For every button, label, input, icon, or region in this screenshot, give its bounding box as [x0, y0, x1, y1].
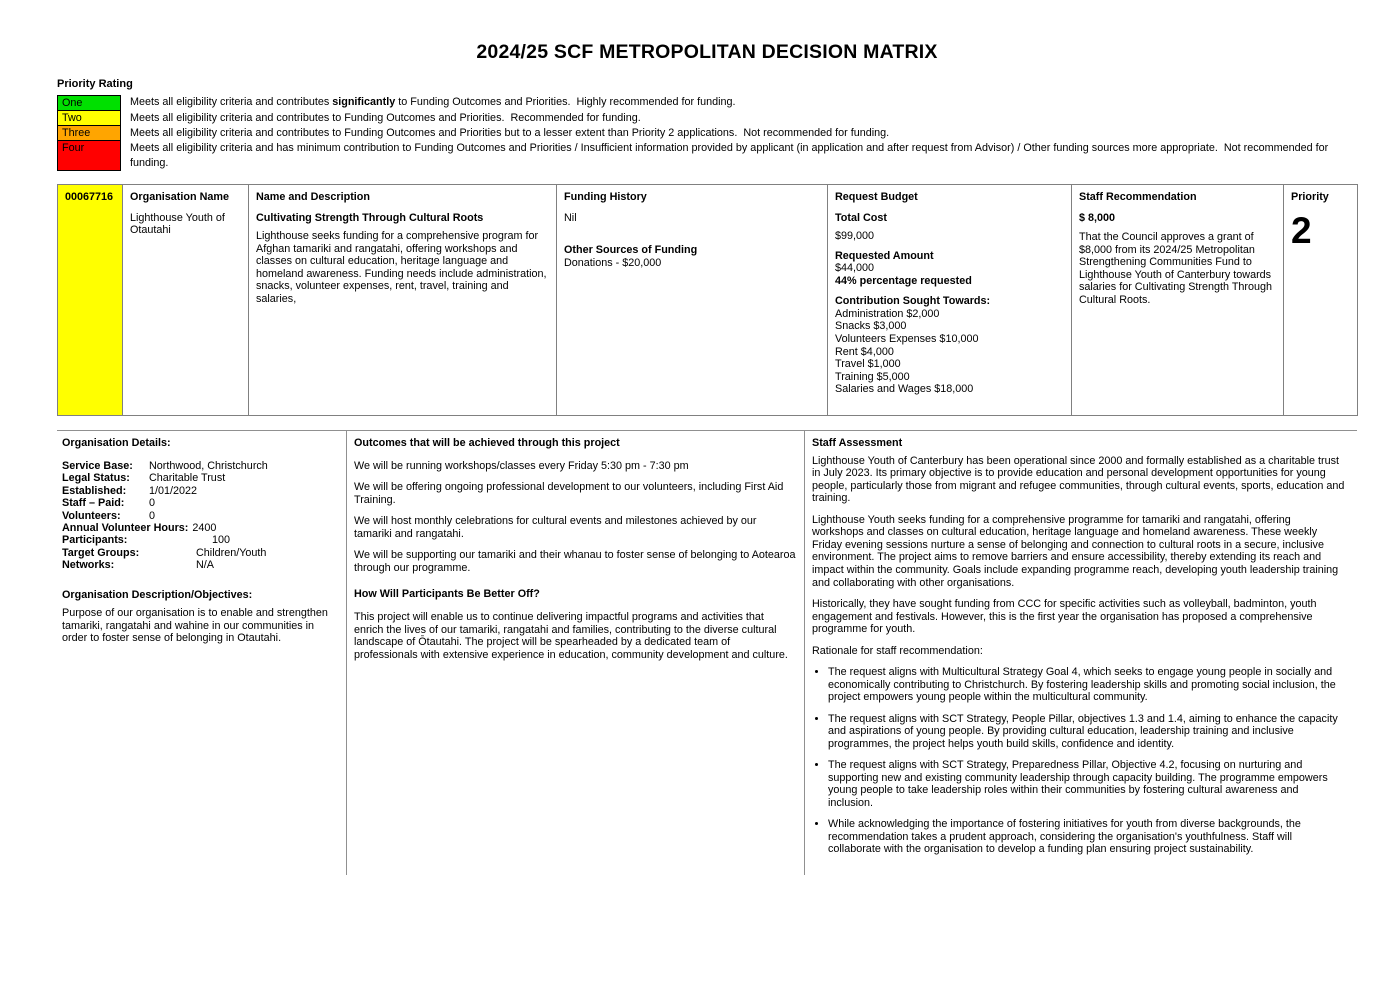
funding-history-cell	[557, 185, 828, 416]
requested-amount-label: Requested Amount	[835, 249, 934, 262]
rationale-bullet-list	[812, 666, 1345, 856]
recommended-amount: $ 8,000	[1079, 211, 1116, 224]
better-off-heading: How Will Participants Be Better Off?	[354, 588, 540, 601]
rationale-bullet: • The request aligns with Multicultural Strategy Goal 4, which seeks to engage young people in socially and economically contributing to Christchurch. By fostering leadership skills and promoting social inclusion, the project empowers young people within the multicultural community.	[828, 666, 1345, 704]
organisation-name-cell	[123, 185, 249, 416]
detail-row: Participants: 100	[62, 534, 231, 547]
priority-rating-row-four	[57, 141, 1352, 171]
percentage-requested: 44% percentage requested	[835, 274, 972, 287]
detail-row: Legal Status: Charitable Trust	[62, 472, 226, 485]
application-id-cell	[58, 185, 123, 416]
contribution-item: Volunteers Expenses $10,000	[835, 333, 979, 345]
funding-history-header: Funding History	[564, 191, 647, 204]
assessment-paragraph: Historically, they have sought funding from CCC for specific activities such as volleyball, badminton, youth engagement and festivals. However, this is the first year the organisation has proposed a comprehensive programme for youth.	[812, 598, 1317, 636]
contribution-item: Administration $2,000	[835, 307, 940, 320]
contribution-item: Travel $1,000	[835, 358, 901, 371]
application-table	[57, 184, 1358, 416]
outcome-item: We will be running workshops/classes every Friday 5:30 pm - 7:30 pm	[354, 459, 689, 472]
other-sources-value: Donations - $20,000	[564, 256, 662, 269]
priority-header: Priority	[1291, 191, 1329, 204]
request-budget-header: Request Budget	[835, 191, 918, 204]
contribution-item: Training $5,000	[835, 370, 910, 383]
application-row	[58, 185, 1358, 416]
detail-row: Established: 1/01/2022	[62, 484, 198, 497]
priority-rating-row-one	[57, 95, 1352, 111]
staff-assessment-column	[805, 431, 1357, 874]
rationale-bullet: • The request aligns with SCT Strategy, People Pillar, objectives 1.3 and 1.4, aiming to enhance the capacity and aspirations of young people. By providing cultural education, leadership training and inclusive programmes, the project helps youth build skills, confidence and identity.	[828, 713, 1345, 751]
details-section	[57, 430, 1357, 874]
rationale-bullet: • While acknowledging the importance of fostering initiatives for youth from diverse backgrounds, the recommendation takes a prudent approach, considering the organisation's youthfulness. Staff will collaborate with the organisation to develop a funding plan ensuring project sustainability.	[828, 818, 1345, 856]
staff-assessment-heading: Staff Assessment	[812, 437, 903, 450]
rationale-bullet: • The request aligns with SCT Strategy, Preparedness Pillar, Objective 4.2, focusing on nurturing and supporting new and existing community leadership through capacity building. The programme empowers young people to take leadership roles within their communities by fostering cultural awareness and inclusion.	[828, 759, 1345, 809]
detail-row: Target Groups: Children/Youth	[62, 546, 267, 559]
organisation-name: Lighthouse Youth of Otautahi	[130, 211, 225, 237]
detail-row: Annual Volunteer Hours: 2400	[62, 521, 217, 534]
project-description: Lighthouse seeks funding for a comprehensive program for Afghan tamariki and rangatahi, offering workshops and classes on cultural education, heritage language and homeland awareness. Funding needs include administration, snacks, volunteer expenses, rent, travel, training and salaries,	[256, 230, 547, 305]
better-off-text: This project will enable us to continue delivering impactful programs and activities that enrich the lives of our tamariki, rangatahi and families, contributing to the diverse cultural landscape of Ōtautahi. The project will be spearheaded by a dedicated team of professionals with extensive experience in education, community development and culture.	[354, 611, 788, 661]
page-title: 2024/25 SCF METROPOLITAN DECISION MATRIX	[476, 41, 938, 63]
priority-one-description: Meets all eligibility criteria and contributes significantly to Funding Outcomes and Priorities. Highly recommended for funding.	[130, 96, 736, 109]
recommendation-text: That the Council approves a grant of $8,000 from its 2024/25 Metropolitan Strengthening Communities Fund to Lighthouse Youth of Canterbury towards salaries for Cultivating Strength Through Cultural Roots.	[1079, 231, 1273, 306]
priority-rating-row-three	[57, 126, 1352, 141]
organisation-details-list	[62, 460, 338, 572]
priority-rating-heading: Priority Rating	[57, 77, 133, 90]
name-description-cell	[249, 185, 557, 416]
priority-two-swatch: Two	[57, 111, 121, 126]
outcome-item: We will host monthly celebrations for cultural events and milestones achieved by our tamariki and rangatahi.	[354, 515, 757, 540]
funding-history-value: Nil	[564, 211, 577, 224]
detail-row: Service Base: Northwood, Christchurch	[62, 459, 268, 472]
outcomes-column	[347, 431, 805, 874]
assessment-paragraph: Lighthouse Youth seeks funding for a comprehensive programme for tamariki and rangatahi, offering workshops and classes on cultural education, heritage language and homeland awareness. These weekly Friday evening sessions nurture a sense of belonging and connection to cultural roots in a secure, inclusive environment. The project aims to remove barriers and ensure accessibility, thereby extending its reach and impact within the community. Goals include expanding programme reach, developing youth leadership training and collaborating with other organisations.	[812, 513, 1339, 589]
contribution-item: Rent $4,000	[835, 345, 894, 358]
contribution-sought-label: Contribution Sought Towards:	[835, 295, 991, 308]
assessment-paragraph: Rationale for staff recommendation:	[812, 644, 983, 657]
staff-recommendation-cell	[1072, 185, 1284, 416]
priority-value: 2	[1291, 209, 1312, 251]
organisation-name-header: Organisation Name	[130, 191, 229, 204]
priority-two-description: Meets all eligibility criteria and contributes to Funding Outcomes and Priorities. Recommended for funding.	[130, 112, 641, 125]
priority-rating-legend	[57, 95, 1352, 171]
request-budget-cell	[828, 185, 1072, 416]
contribution-item: Snacks $3,000	[835, 320, 907, 333]
priority-three-swatch: Three	[57, 126, 121, 141]
organisation-details-heading: Organisation Details:	[62, 437, 171, 450]
other-sources-header: Other Sources of Funding	[564, 244, 698, 257]
name-description-header: Name and Description	[256, 191, 370, 204]
outcome-item: We will be supporting our tamariki and their whanau to foster sense of belonging to Aotearoa through our programme.	[354, 549, 796, 574]
priority-three-description: Meets all eligibility criteria and contributes to Funding Outcomes and Priorities but to a lesser extent than Priority 2 applications. Not recommended for funding.	[130, 127, 890, 140]
application-id: 00067716	[65, 191, 114, 204]
total-cost-value: $99,000	[835, 230, 875, 243]
total-cost-label: Total Cost	[835, 211, 887, 224]
outcome-item: We will be offering ongoing professional development to our volunteers, including First Aid Training.	[354, 481, 784, 506]
staff-recommendation-header: Staff Recommendation	[1079, 191, 1197, 204]
priority-one-swatch: One	[57, 95, 121, 111]
priority-four-description: Meets all eligibility criteria and has minimum contribution to Funding Outcomes and Priorities / Insufficient information provided by applicant (in application and after request from Advisor) / Other funding sources more appropriate. Not recommended for funding.	[130, 142, 1332, 170]
requested-amount-value: $44,000	[835, 262, 875, 275]
project-title: Cultivating Strength Through Cultural Roots	[256, 211, 484, 224]
priority-four-swatch: Four	[57, 141, 121, 171]
outcomes-heading: Outcomes that will be achieved through this project	[354, 437, 620, 450]
priority-rating-row-two	[57, 111, 1352, 126]
organisation-details-column	[57, 431, 347, 874]
contribution-item: Salaries and Wages $18,000	[835, 383, 974, 396]
organisation-description-heading: Organisation Description/Objectives:	[62, 588, 253, 601]
organisation-description-text: Purpose of our organisation is to enable and strengthen tamariki, rangatahi and wahine in our communities in order to foster sense of belonging in Otautahi.	[62, 607, 328, 645]
priority-cell	[1284, 185, 1358, 416]
detail-row: Volunteers: 0	[62, 509, 156, 522]
detail-row: Networks: N/A	[62, 559, 214, 572]
assessment-paragraph: Lighthouse Youth of Canterbury has been operational since 2000 and formally established as a charitable trust in July 2023. Its primary objective is to provide education and personal development opportunities for young people, particularly those from migrant and refugee communities, through cultural events, sports, education and training.	[812, 454, 1345, 505]
detail-row: Staff – Paid: 0	[62, 497, 156, 510]
